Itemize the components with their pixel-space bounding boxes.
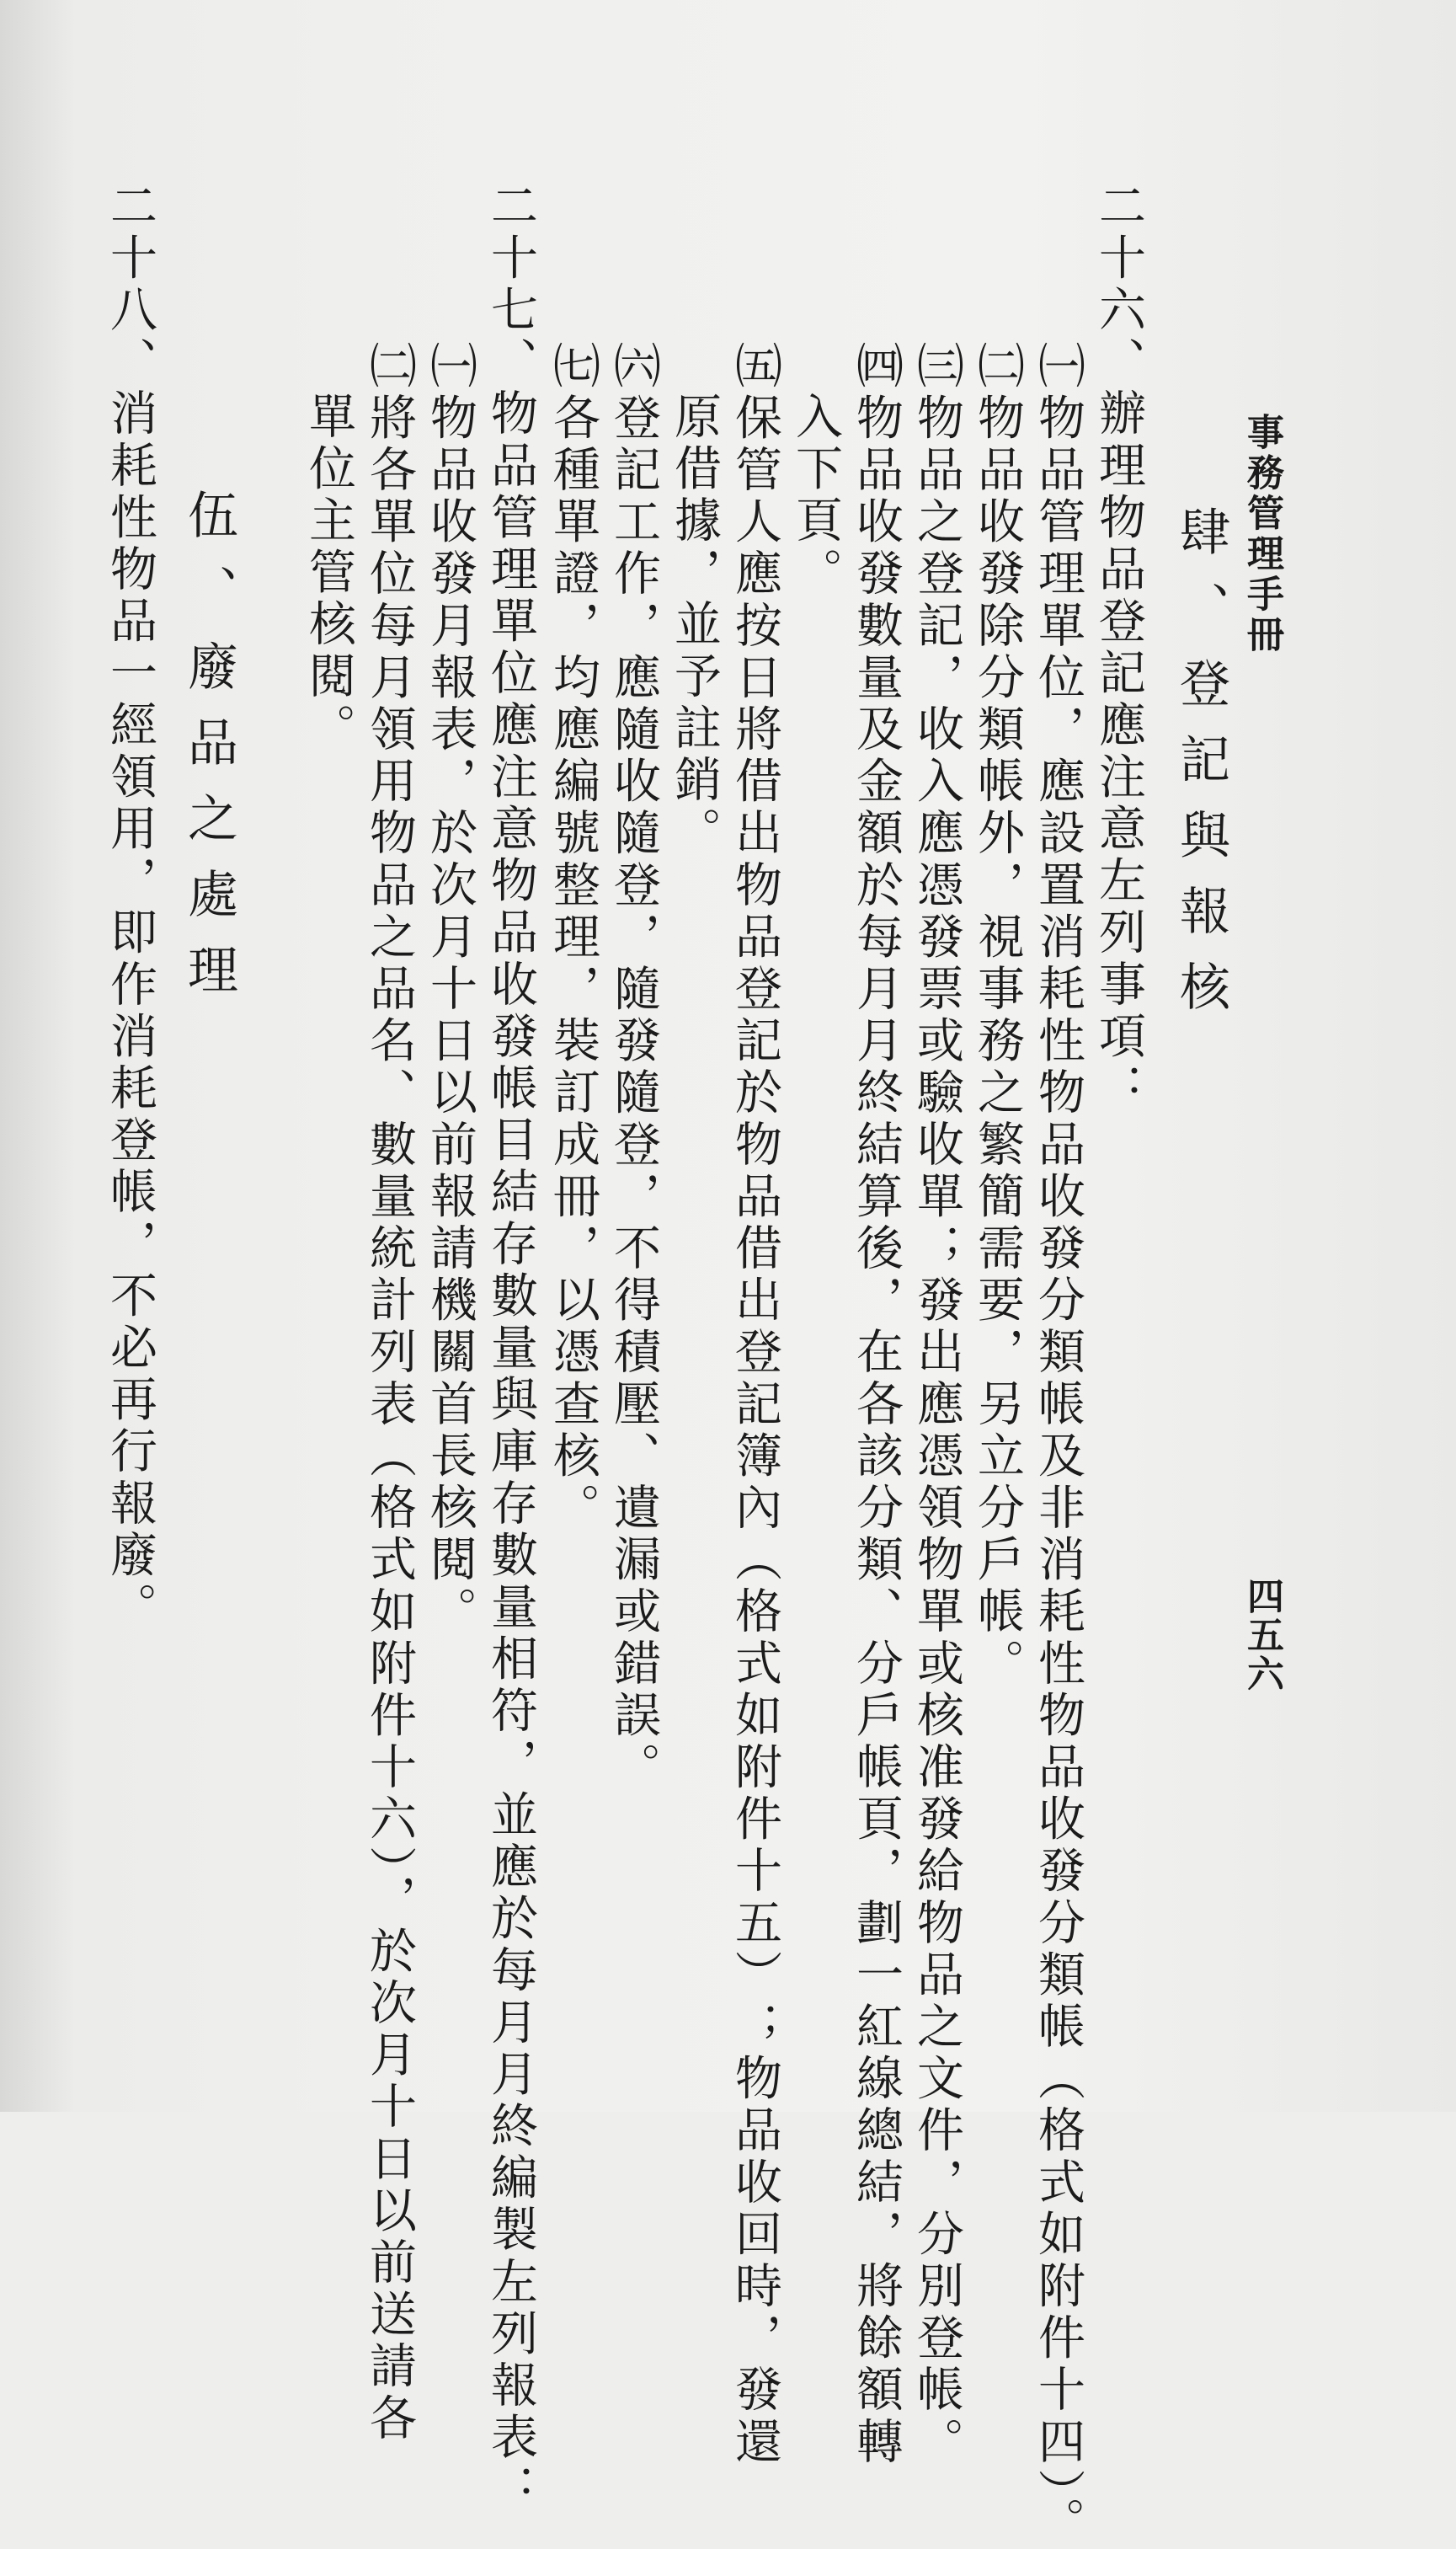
page-number: 四五六 (1240, 1577, 1283, 1693)
item-27-sub-1: ㈠物品收發月報表，於次月十日以前報請機關首長核閱。 (423, 341, 477, 1638)
item-26-sub-4-cont: 入下頁。 (788, 392, 843, 600)
section-heading-waste: 伍、廢品之處理 (179, 489, 238, 1019)
item-27-sub-2-cont: 單位主管核閱。 (301, 392, 356, 756)
item-26-title: 二十六、辦理物品登記應注意左列事項： (1091, 181, 1146, 1115)
item-26-sub-5: ㈤保管人應按日將借出物品登記於物品借出登記簿內（格式如附件十五）；物品收回時，發還 (728, 341, 782, 2469)
item-26-sub-6: ㈥登記工作，應隨收隨登，隨發隨登，不得積壓、遺漏或錯誤。 (606, 341, 661, 1794)
item-26-sub-7: ㈦各種單證，均應編號整理，裝訂成冊，以憑查核。 (546, 341, 600, 1535)
item-27-title: 二十七、物品管理單位應注意物品收發帳目結存數量與庫存數量相符，並應於每月月終編製左列報表： (483, 181, 538, 2516)
item-28-title: 二十八、消耗性物品一經領用，即作消耗登帳，不必再行報廢。 (103, 181, 157, 1634)
item-26-sub-1: ㈠物品管理單位，應設置消耗性物品收發分類帳及非消耗性物品收發分類帳（格式如附件十四）。 (1031, 341, 1085, 2549)
item-26-sub-3: ㈢物品之登記，收入應憑發票或驗收單；發出應憑領物單或核准發給物品之文件，分別登帳。 (909, 341, 964, 2469)
section-heading-registration: 肆、登記與報核 (1171, 505, 1230, 1036)
running-head: 事務管理手冊 (1240, 413, 1283, 655)
item-26-sub-2: ㈡物品收發除分類帳外，視事務之繁簡需要，另立分戶帳。 (970, 341, 1025, 1691)
item-26-sub-4: ㈣物品收發數量及金額於每月月終結算後，在各該分類、分戶帳頁，劃一紅線總結，將餘額轉 (849, 341, 904, 2469)
item-27-sub-2: ㈡將各單位每月領用物品之品名、數量統計列表（格式如附件十六），於次月十日以前送請各 (362, 341, 417, 2445)
item-26-sub-5-cont: 原借據，並予註銷。 (667, 392, 722, 859)
